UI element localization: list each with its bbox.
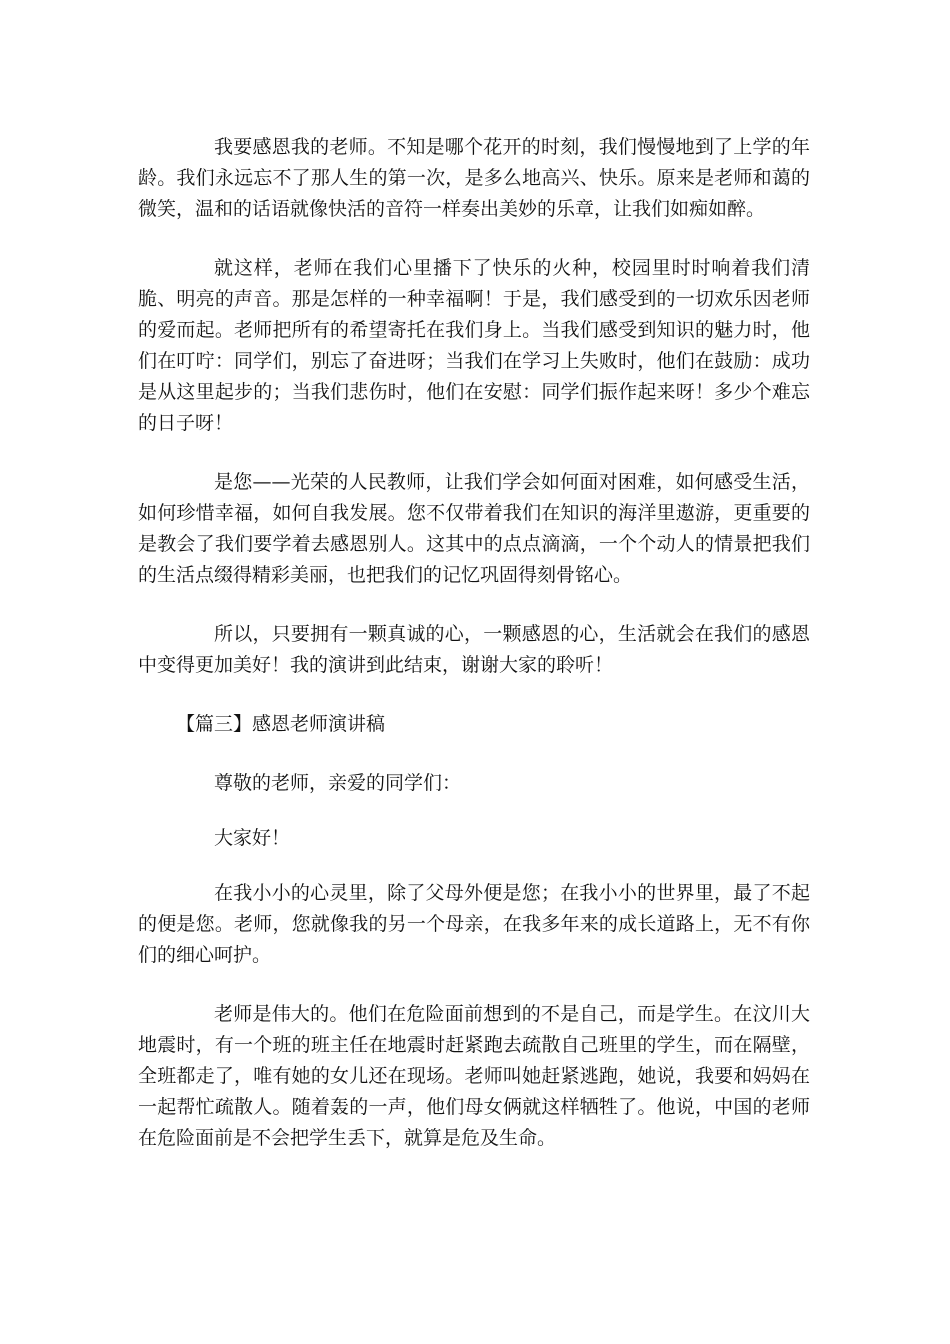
paragraph-glorious-teacher: 是您——光荣的人民教师，让我们学会如何面对困难，如何感受生活，如何珍惜幸福，如何自我发展。您不仅带着我们在知识的海洋里遨游，更重要的是教会了我们要学着去感恩别人。这其中的点点滴滴，一个个动人的情景把我们的生活点缀得精彩美丽，也把我们的记忆巩固得刻骨铭心。 [138, 471, 810, 586]
section-heading: 【篇三】感恩老师演讲稿 [176, 713, 386, 735]
document-page [138, 132, 810, 1182]
salutation: 尊敬的老师，亲爱的同学们： [214, 772, 462, 794]
paragraph-little-heart: 在我小小的心灵里，除了父母外便是您；在我小小的世界里，最了不起的便是您。老师，您就像我的另一个母亲，在我多年来的成长道路上，无不有你们的细心呵护。 [138, 882, 810, 966]
paragraph-great-teacher: 老师是伟大的。他们在危险面前想到的不是自己，而是学生。在汶川大地震时，有一个班的班主任在地震时赶紧跑去疏散自己班里的学生，而在隔壁，全班都走了，唯有她的女儿还在现场。老师叫她赶紧逃跑，她说，我要和妈妈在一起帮忙疏散人。随着轰的一声，他们母女俩就这样牺牲了。他说，中国的老师在危险面前是不会把学生丢下，就算是危及生命。 [138, 1003, 810, 1149]
paragraph-gratitude-teacher: 我要感恩我的老师。不知是哪个花开的时刻，我们慢慢地到了上学的年龄。我们永远忘不了那人生的第一次，是多么地高兴、快乐。原来是老师和蔼的微笑，温和的话语就像快活的音符一样奏出美妙的乐章，让我们如痴如醉。 [138, 136, 810, 220]
paragraph-seeds-of-joy: 就这样，老师在我们心里播下了快乐的火种，校园里时时响着我们清脆、明亮的声音。那是怎样的一种幸福啊！于是，我们感受到的一切欢乐因老师的爱而起。老师把所有的希望寄托在我们身上。当我们感受到知识的魅力时，他们在叮咛：同学们，别忘了奋进呀；当我们在学习上失败时，他们在鼓励：成功是从这里起步的；当我们悲伤时，他们在安慰：同学们振作起来呀！多少个难忘的日子呀！ [138, 257, 810, 434]
paragraph-closing: 所以，只要拥有一颗真诚的心，一颗感恩的心，生活就会在我们的感恩中变得更加美好！我的演讲到此结束，谢谢大家的聆听！ [138, 623, 810, 676]
greeting: 大家好！ [214, 827, 291, 849]
